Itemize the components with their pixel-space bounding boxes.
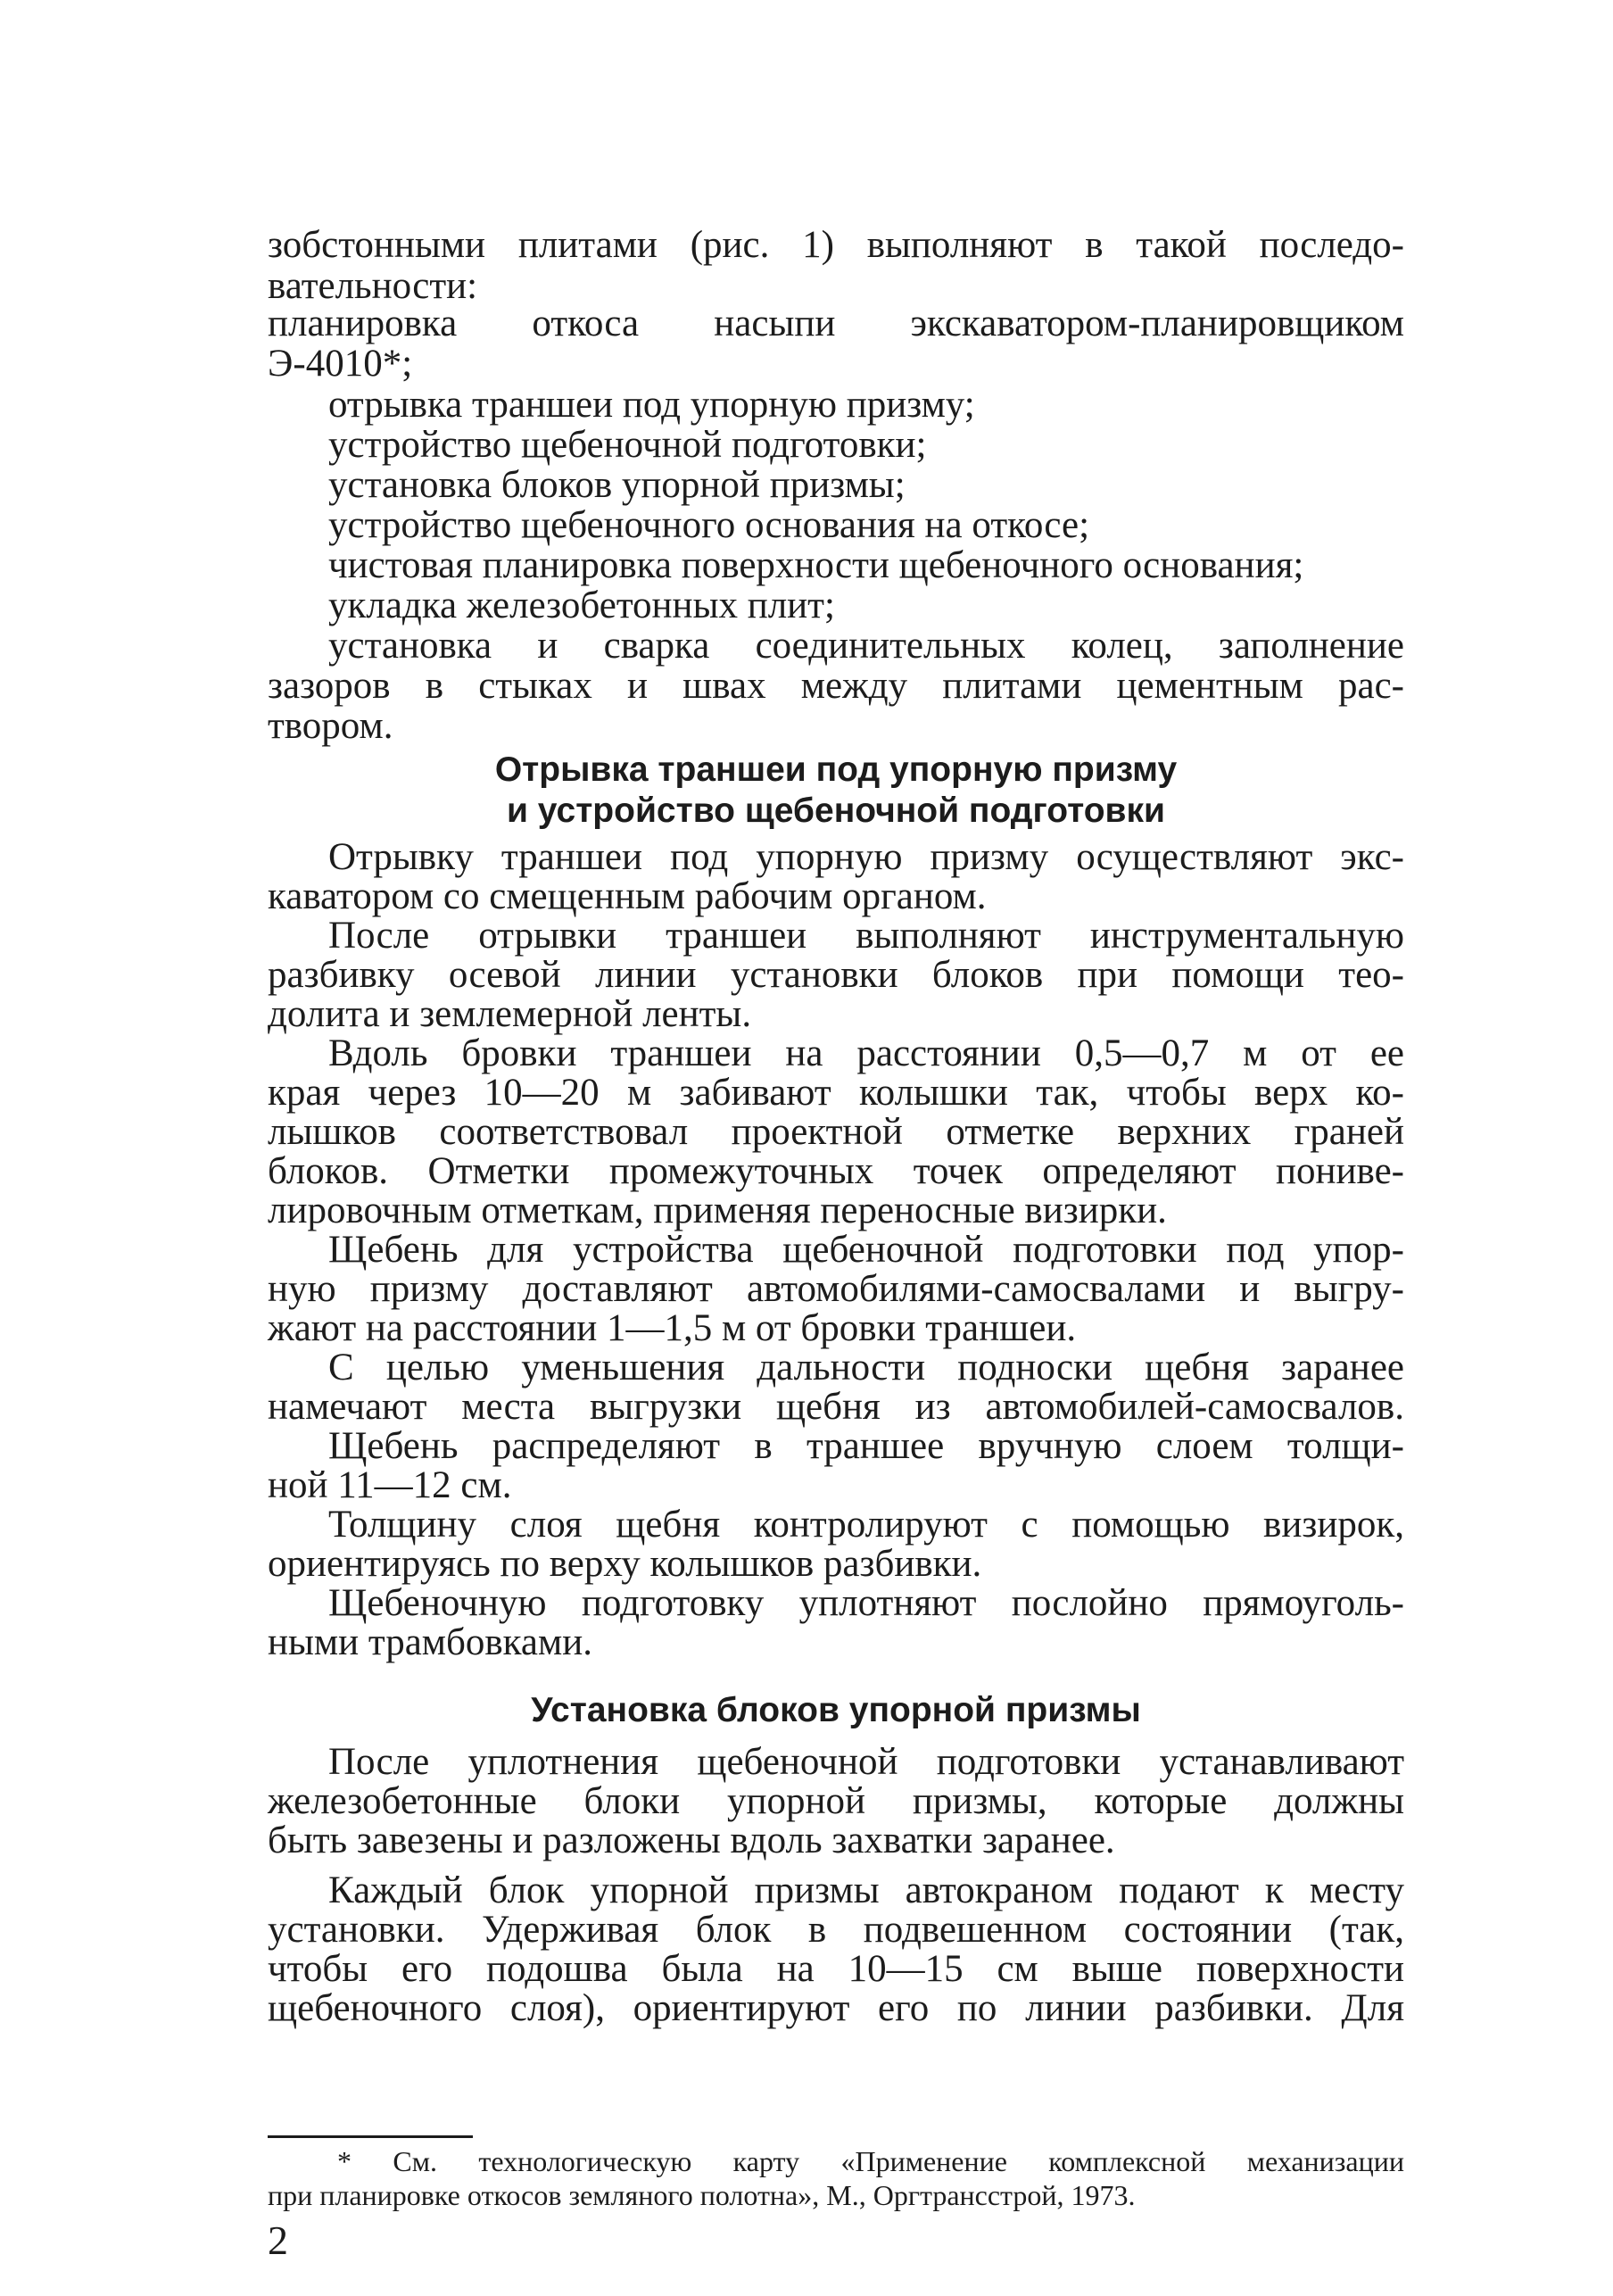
text-line: Щебеночную подготовку уплотняют послойно прямоуголь- (328, 1582, 1404, 1624)
text-line: долита и землемерной ленты. (268, 993, 752, 1035)
text-line: ориентируясь по верху колышков разбивки. (268, 1543, 982, 1585)
list-item: установка блоков упорной призмы; (328, 464, 906, 506)
text-line: установки. Удерживая блок в подвешенном состоянии (так, (268, 1909, 1404, 1951)
text-line: намечают места выгрузки щебня из автомобилей-самосвалов. (268, 1386, 1404, 1428)
text-line: Э-4010*; (268, 343, 413, 385)
text-line: С целью уменьшения дальности подноски щебня заранее (328, 1347, 1404, 1388)
text-line: Щебень распределяют в траншее вручную слоем толщи- (328, 1425, 1404, 1467)
text-line: Отрывку траншеи под упорную призму осуществляют экс- (328, 836, 1404, 878)
text-line: ную призму доставляют автомобилями-самосвалами и выгру- (268, 1268, 1404, 1310)
text-line: ными трамбовками. (268, 1621, 592, 1663)
text-line: вательности: (268, 265, 478, 307)
list-item: укладка железобетонных плит; (328, 584, 835, 626)
footnote-divider (268, 2135, 473, 2138)
text-line: Вдоль бровки траншеи на расстоянии 0,5—0,7 м от ее (328, 1032, 1404, 1074)
list-item: установка и сварка соединительных колец, заполнение (328, 625, 1404, 667)
text-line: чтобы его подошва была на 10—15 см выше поверхности (268, 1948, 1404, 1990)
text-line: разбивку осевой линии установки блоков при помощи тео- (268, 954, 1404, 996)
text-line: края через 10—20 м забивают колышки так, чтобы верх ко- (268, 1072, 1404, 1114)
list-item: чистовая планировка поверхности щебеночного основания; (328, 544, 1304, 586)
text-line: твором. (268, 705, 393, 747)
list-item: устройство щебеночной подготовки; (328, 424, 927, 466)
section-heading: Отрывка траншеи под упорную призму (494, 750, 1178, 789)
text-line: После уплотнения щебеночной подготовки устанавливают (328, 1741, 1404, 1783)
text-line: зазоров в стыках и швах между плитами цементным рас- (268, 665, 1404, 707)
text-line: лировочным отметкам, применяя переносные визирки. (268, 1189, 1167, 1231)
section-heading: Установка блоков упорной призмы (531, 1691, 1141, 1729)
text-line: После отрывки траншеи выполняют инструментальную (328, 915, 1404, 957)
text-line: планировка откоса насыпи экскаватором-планировщиком (268, 303, 1404, 344)
footnote-line: при планировке откосов земляного полотна», М., Оргтрансстрой, 1973. (268, 2179, 1136, 2211)
section-heading: и устройство щебеночной подготовки (506, 792, 1166, 830)
text-line: лышков соответствовал проектной отметке верхних граней (268, 1111, 1404, 1153)
text-line: Щебень для устройства щебеночной подготовки под упор- (328, 1229, 1404, 1271)
list-item: устройство щебеночного основания на откосе; (328, 504, 1090, 546)
text-line: железобетонные блоки упорной призмы, которые должны (268, 1780, 1404, 1822)
text-line: зобстонными плитами (рис. 1) выполняют в такой последо- (268, 224, 1404, 266)
text-line: Каждый блок упорной призмы автокраном подают к месту (328, 1869, 1404, 1911)
list-item: отрывка траншеи под упорную призму; (328, 384, 975, 426)
text-line: Толщину слоя щебня контролируют с помощью визирок, (328, 1504, 1404, 1546)
text-line: быть завезены и разложены вдоль захватки заранее. (268, 1819, 1115, 1861)
text-line: каватором со смещенным рабочим органом. (268, 875, 987, 917)
page-number: 2 (268, 2217, 288, 2263)
footnote-line: * См. технологическую карту «Применение комплексной механизации (337, 2145, 1404, 2177)
text-line: ной 11—12 см. (268, 1464, 512, 1506)
text-line: блоков. Отметки промежуточных точек определяют пониве- (268, 1150, 1404, 1192)
text-line: щебеночного слоя), ориентируют его по линии разбивки. Для (268, 1987, 1404, 2029)
text-line: жают на расстоянии 1—1,5 м от бровки траншеи. (268, 1307, 1077, 1349)
